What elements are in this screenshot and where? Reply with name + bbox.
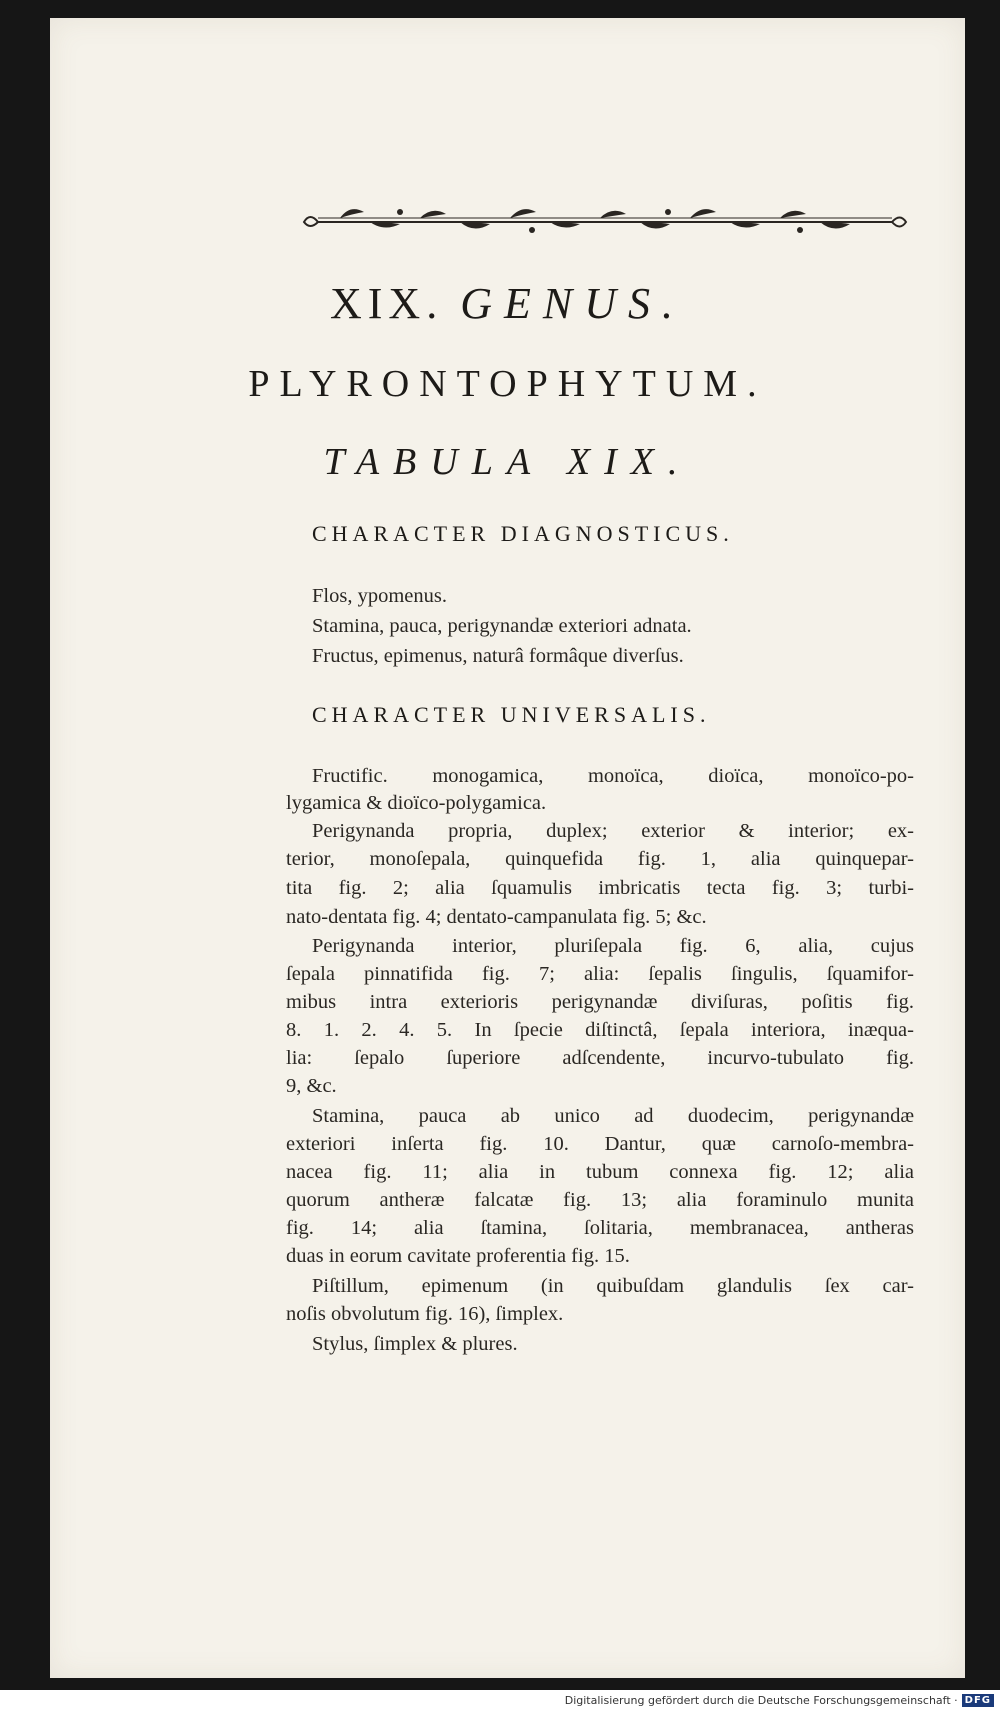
text-line: Fructific. monogamica, monoïca, dioïca, monoïco-po- — [312, 765, 914, 787]
text-line: Perigynanda interior, pluriſepala fig. 6, alia, cujus — [312, 935, 914, 957]
text-line: ſepala pinnatifida fig. 7; alia: ſepalis ſingulis, ſquamifor- — [286, 963, 914, 985]
text-line: exteriori inſerta fig. 10. Dantur, quæ carnoſo-membra- — [286, 1133, 914, 1155]
text-line: duas in eorum cavitate proferentia fig. 15. — [286, 1245, 630, 1267]
text-line: fig. 14; alia ſtamina, ſolitaria, membranacea, antheras — [286, 1217, 914, 1239]
text-line: terior, monoſepala, quinquefida fig. 1, alia quinquepar- — [286, 848, 914, 870]
dfg-logo-icon: DFG — [962, 1694, 994, 1707]
text-line: Stamina, pauca, perigynandæ exteriori adnata. — [312, 615, 692, 637]
footer-credit: Digitalisierung gefördert durch die Deutsche Forschungsgemeinschaft · — [564, 1694, 958, 1707]
text-line: Piſtillum, epimenum (in quibuſdam glandulis ſex car- — [312, 1275, 914, 1297]
section-heading-diagnosticus: CHARACTER DIAGNOSTICUS. — [312, 521, 734, 546]
genus-label: GENUS. — [460, 279, 685, 328]
digitization-footer — [565, 1694, 994, 1707]
text-line: lia: ſepalo ſuperiore adſcendente, incurvo-tubulato fig. — [286, 1047, 914, 1069]
genus-heading — [50, 278, 965, 329]
text-line: quorum antheræ falcatæ fig. 13; alia foraminulo munita — [286, 1189, 914, 1211]
tabula-heading: TABULA XIX. — [323, 441, 692, 483]
text-line: mibus intra exterioris perigynandæ diviſuras, poſitis fig. — [286, 991, 914, 1013]
text-line: noſis obvolutum fig. 16), ſimplex. — [286, 1303, 564, 1325]
genus-number: XIX. — [330, 279, 444, 328]
genus-name: PLYRONTOPHYTUM. — [248, 363, 767, 405]
text-line: nacea fig. 11; alia in tubum connexa fig. 12; alia — [286, 1161, 914, 1183]
text-line: 8. 1. 2. 4. 5. In ſpecie diſtinctâ, ſepala interiora, inæqua- — [286, 1019, 914, 1041]
text-line: lygamica & dioïco-polygamica. — [286, 792, 547, 814]
ornament-divider-icon — [300, 200, 908, 242]
text-line: Stylus, ſimplex & plures. — [312, 1333, 518, 1355]
text-line: Fructus, epimenus, naturâ formâque diverſus. — [312, 645, 684, 667]
text-line: 9, &c. — [286, 1075, 337, 1097]
text-line: Perigynanda propria, duplex; exterior & interior; ex- — [312, 820, 914, 842]
text-line: tita fig. 2; alia ſquamulis imbricatis tecta fig. 3; turbi- — [286, 877, 914, 899]
text-line: Stamina, pauca ab unico ad duodecim, perigynandæ — [312, 1105, 914, 1127]
text-line: nato-dentata fig. 4; dentato-campanulata fig. 5; &c. — [286, 906, 707, 928]
text-line: Flos, ypomenus. — [312, 585, 447, 607]
section-heading-universalis: CHARACTER UNIVERSALIS. — [312, 702, 711, 727]
